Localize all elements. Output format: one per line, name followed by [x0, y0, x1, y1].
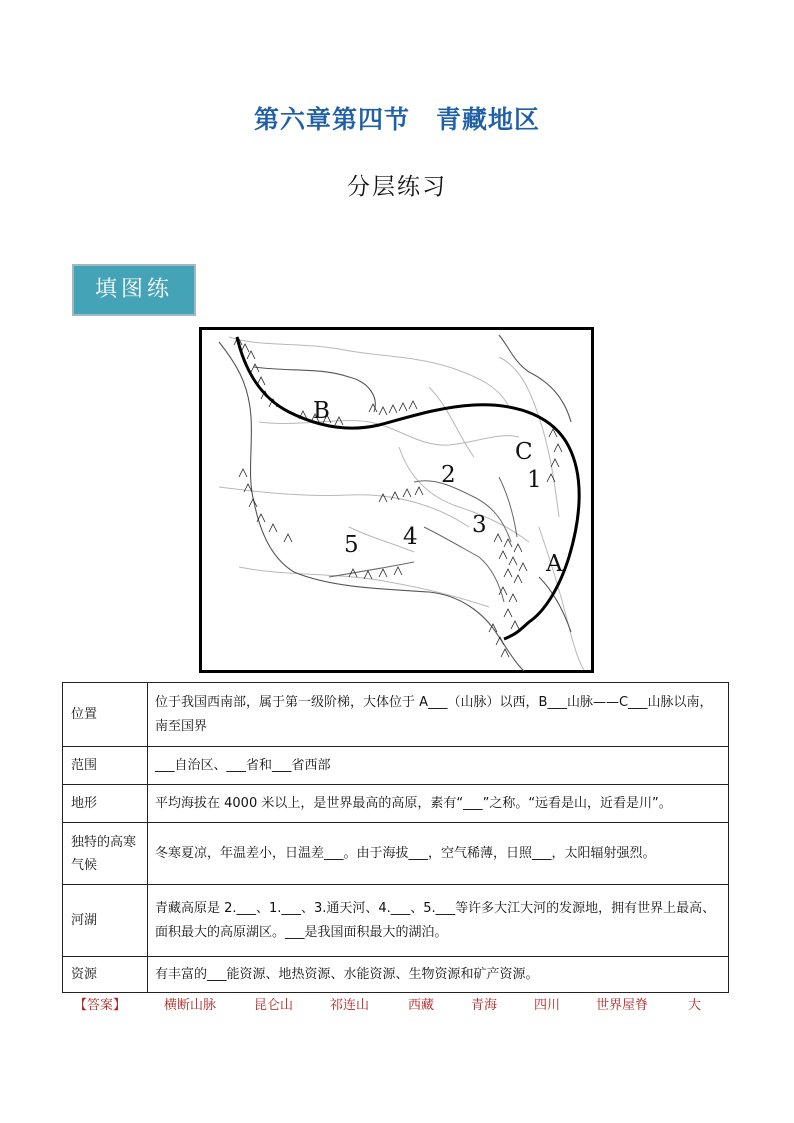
map-label-c: C: [515, 439, 533, 465]
map-label-b: B: [313, 398, 330, 424]
table-row: [63, 885, 729, 957]
page-title: 第六章第四节 青藏地区: [253, 105, 540, 134]
map-label-4: 4: [403, 524, 418, 550]
row-key: 资源: [63, 957, 148, 993]
answer-item: 青海: [471, 998, 498, 1013]
answer-item: 横断山脉: [164, 998, 217, 1013]
row-key: 范围: [63, 747, 148, 785]
map-label-a: A: [546, 551, 563, 577]
map-label-3: 3: [472, 512, 487, 538]
answer-item: 西藏: [408, 998, 435, 1013]
row-value: 冬寒夏凉，年温差小，日温差___。由于海拔___，空气稀薄，日照___，太阳辐射强烈。: [148, 823, 729, 885]
row-key: 独特的高寒气候: [63, 823, 148, 885]
answer-item: 世界屋脊: [596, 998, 649, 1013]
answer-item: 大: [688, 998, 702, 1013]
table-row: [63, 785, 729, 823]
answer-label: 【答案】: [74, 998, 127, 1013]
table-row: [63, 683, 729, 747]
answer-item: 昆仑山: [254, 998, 294, 1013]
table-row: [63, 957, 729, 993]
map-label-1: 1: [527, 467, 542, 493]
map-label-5: 5: [344, 532, 359, 558]
info-table: [62, 682, 729, 993]
section-heading: 填图练: [72, 264, 196, 316]
answer-row: [72, 994, 732, 1016]
answer-item: 四川: [534, 998, 561, 1013]
row-value: 平均海拔在 4000 米以上，是世界最高的高原，素有“___”之称。“远看是山，近看是川”。: [148, 785, 729, 823]
row-value: ___自治区、___省和___省西部: [148, 747, 729, 785]
row-key: 河湖: [63, 885, 148, 957]
answer-item: 祁连山: [330, 998, 370, 1013]
row-value: 有丰富的___能资源、地热资源、水能资源、生物资源和矿产资源。: [148, 957, 729, 993]
table-row: [63, 823, 729, 885]
table-row: [63, 747, 729, 785]
row-key: 位置: [63, 683, 148, 747]
row-value: 青藏高原是 2.___、1.___、3.通天河、4.___、5.___等许多大江大河的发源地，拥有世界上最高、面积最大的高原湖区。___是我国面积最大的湖泊。: [148, 885, 729, 957]
row-value: 位于我国西南部，属于第一级阶梯，大体位于 A___（山脉）以西，B___山脉——C___山脉以南，南至国界: [148, 683, 729, 747]
map-figure: [199, 327, 594, 673]
page-subtitle: 分层练习: [347, 174, 447, 200]
map-label-2: 2: [441, 462, 456, 488]
row-key: 地形: [63, 785, 148, 823]
